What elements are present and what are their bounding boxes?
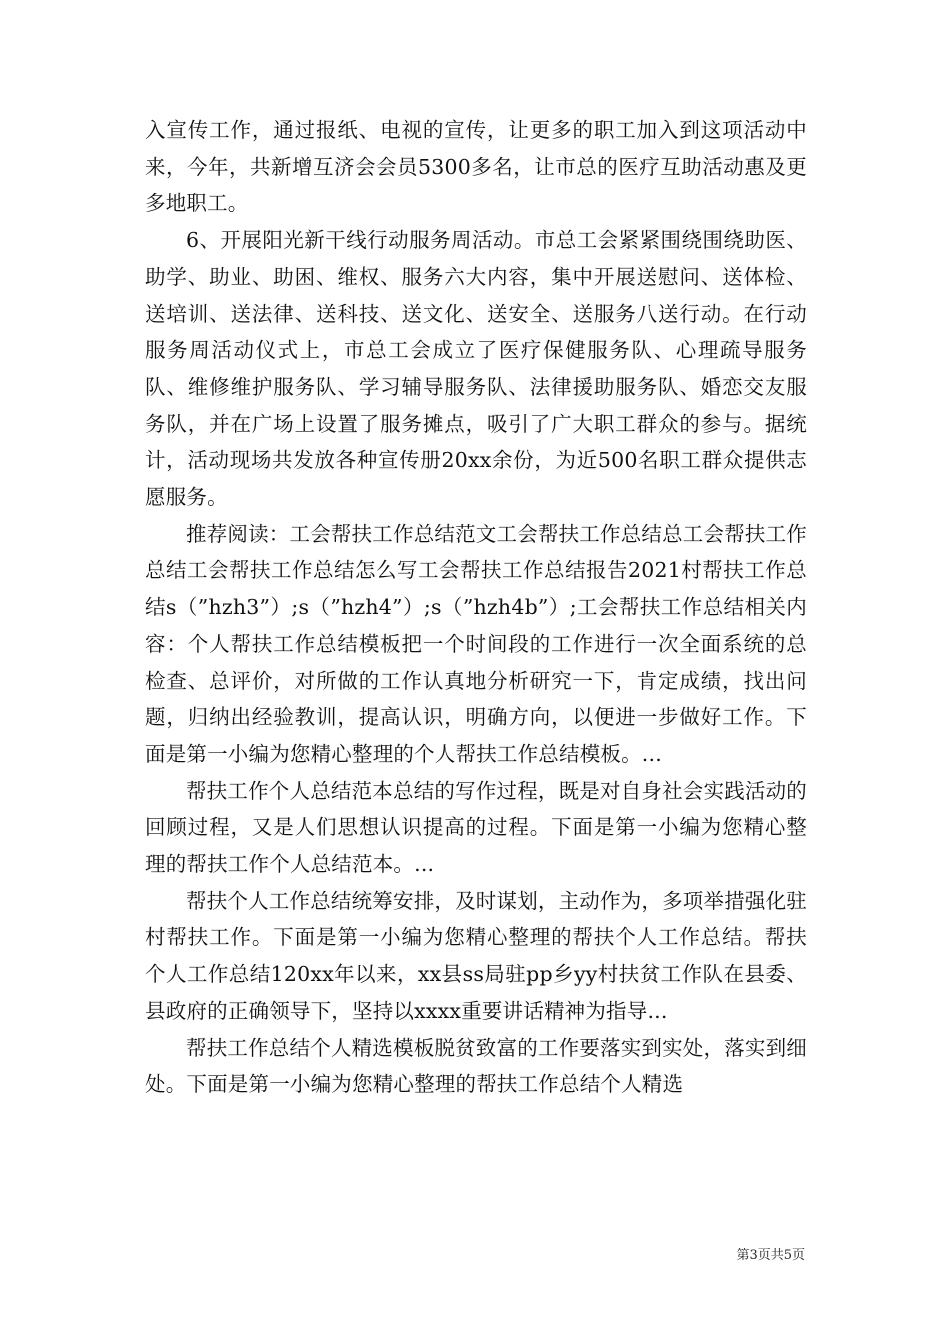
paragraph-personal-summary: 帮扶个人工作总结统筹安排，及时谋划，主动作为，多项举措强化驻村帮扶工作。下面是第一小编为您精心整理的帮扶个人工作总结。帮扶个人工作总结120xx年以来，xx县ss局驻pp乡yy村扶贫工作队在县委、县政府的正确领导下，坚持以xxxx重要讲话精神为指导... [145,888,807,1023]
paragraph-summary-sample: 帮扶工作个人总结范本总结的写作过程，既是对自身社会实践活动的回顾过程，又是人们思想认识提高的过程。下面是第一小编为您精心整理的帮扶工作个人总结范本。... [145,778,807,877]
document-body [145,112,807,1103]
paragraph-template-selection: 帮扶工作总结个人精选模板脱贫致富的工作要落实到实处，落实到细处。下面是第一小编为您精心整理的帮扶工作总结个人精选 [145,1035,807,1097]
paragraph-continuation: 入宣传工作，通过报纸、电视的宣传，让更多的职工加入到这项活动中来，今年，共新增互济会会员5300多名，让市总的医疗互助活动惠及更多地职工。 [145,118,807,216]
page-number-footer: 第3页共5页 [736,1248,805,1263]
paragraph-recommended-reading: 推荐阅读：工会帮扶工作总结范文工会帮扶工作总结总工会帮扶工作总结工会帮扶工作总结怎么写工会帮扶工作总结报告2021村帮扶工作总结s（”hzh3”）;s（”hzh4”）;s（”hzh4b”）;工会帮扶工作总结相关内容：个人帮扶工作总结模板把一个时间段的工作进行一次全面系统的总检查、总评价，对所做的工作认真地分析研究一下，肯定成绩，找出问题，归纳出经验教训，提高认识，明确方向，以便进一步做好工作。下面是第一小编为您精心整理的个人帮扶工作总结模板。... [145,521,807,766]
paragraph-service-week: 6、开展阳光新干线行动服务周活动。市总工会紧紧围绕围绕助医、助学、助业、助困、维权、服务六大内容，集中开展送慰问、送体检、送培训、送法律、送科技、送文化、送安全、送服务八送行动。在行动服务周活动仪式上，市总工会成立了医疗保健服务队、心理疏导服务队、维修维护服务队、学习辅导服务队、法律援助服务队、婚恋交友服务队，并在广场上设置了服务摊点，吸引了广大职工群众的参与。据统计，活动现场共发放各种宣传册20xx余份，为近500名职工群众提供志愿服务。 [145,228,807,510]
